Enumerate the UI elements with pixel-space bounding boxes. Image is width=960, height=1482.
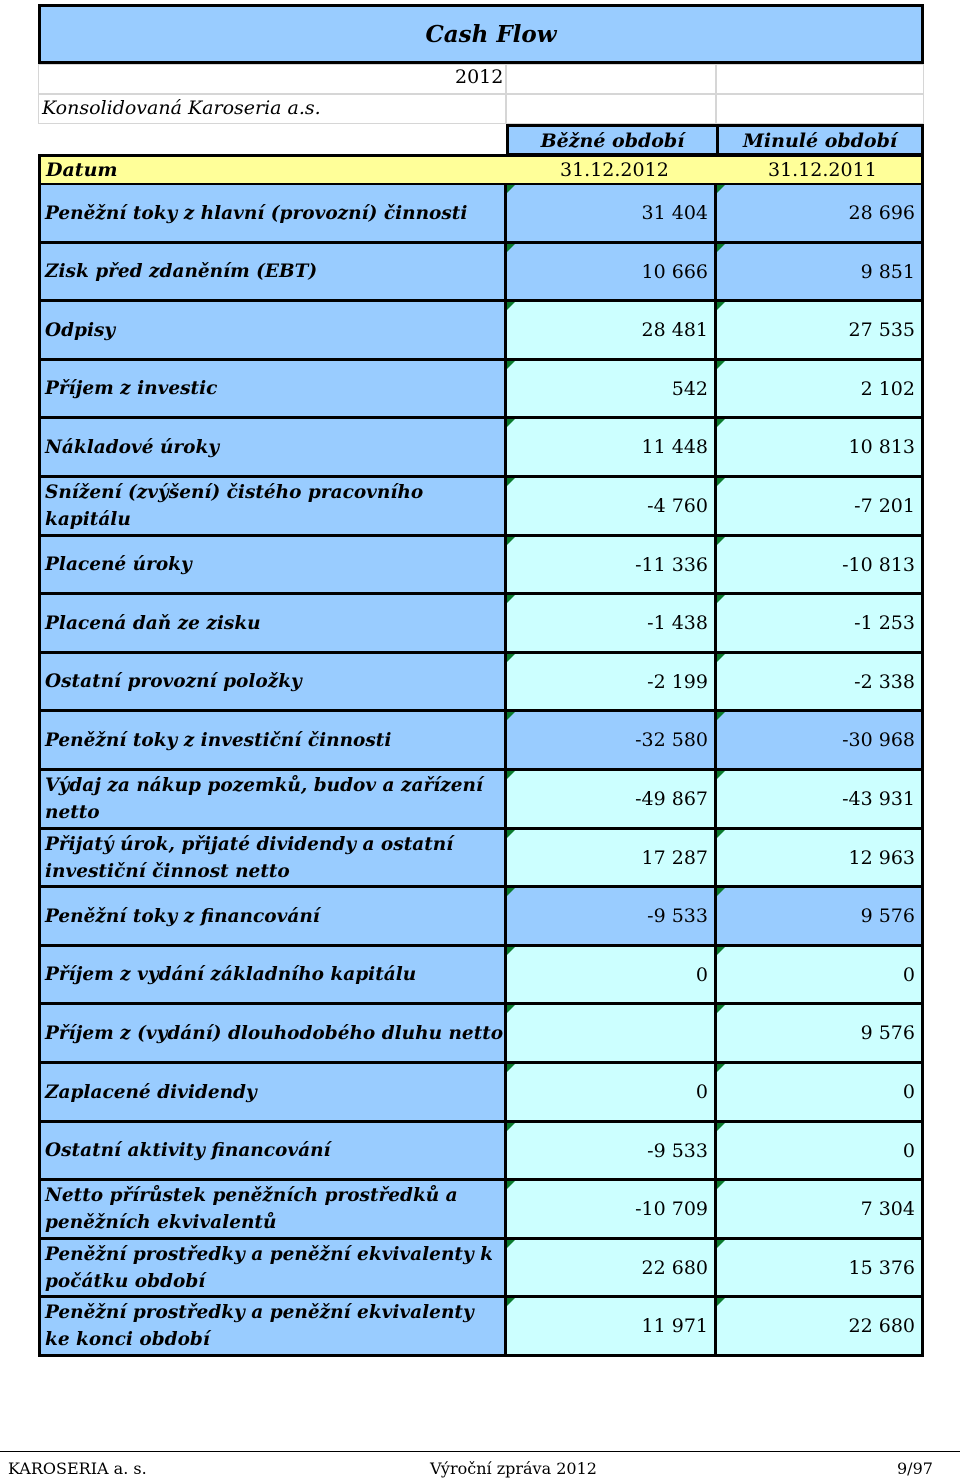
current-period-value	[507, 947, 717, 1002]
comment-marker-icon	[507, 595, 515, 603]
current-period-value	[507, 1240, 717, 1295]
comment-marker-icon	[507, 1298, 515, 1306]
row-label: Příjem z investic	[41, 361, 507, 416]
row-label: Ostatní aktivity financování	[41, 1123, 507, 1178]
current-period-value	[507, 1298, 717, 1354]
previous-value-text: 28 696	[848, 202, 915, 224]
current-value-text: 11 448	[641, 436, 708, 458]
row-label: Příjem z (vydání) dlouhodobého dluhu netto	[41, 1005, 507, 1061]
current-date: 31.12.2012	[560, 159, 669, 181]
current-value-text: -10 709	[635, 1198, 708, 1220]
previous-period-value	[717, 244, 921, 299]
current-period-value	[507, 478, 717, 534]
grid-cell	[38, 64, 506, 94]
table-row	[38, 478, 924, 537]
comment-marker-icon	[717, 1298, 725, 1306]
previous-period-value	[717, 1298, 921, 1354]
footer-company: KAROSERIA a. s.	[8, 1459, 147, 1478]
previous-period-value	[717, 361, 921, 416]
table-row	[38, 537, 924, 595]
current-period-value	[507, 654, 717, 709]
previous-value-text: 22 680	[848, 1315, 915, 1337]
table-row	[38, 1005, 924, 1064]
previous-period-value	[717, 888, 921, 944]
row-label: Zaplacené dividendy	[41, 1064, 507, 1120]
current-value-text: 542	[671, 377, 708, 400]
previous-value-text: 12 963	[848, 846, 915, 869]
row-label: Ostatní provozní položky	[41, 654, 507, 709]
row-label: Peněžní toky z investiční činnosti	[41, 712, 507, 768]
comment-marker-icon	[507, 654, 515, 662]
comment-marker-icon	[507, 1181, 515, 1189]
comment-marker-icon	[717, 537, 725, 545]
comment-marker-icon	[717, 1064, 725, 1072]
current-value-text: -49 867	[635, 788, 708, 810]
row-label: Příjem z vydání základního kapitálu	[41, 947, 507, 1002]
table-row	[38, 361, 924, 419]
report-year: 2012	[455, 66, 504, 88]
previous-value-text: 0	[902, 963, 915, 986]
comment-marker-icon	[717, 830, 725, 838]
table-row	[38, 712, 924, 771]
row-label: Peněžní prostředky a peněžní ekvivalenty ke konci období	[41, 1298, 507, 1354]
comment-marker-icon	[507, 888, 515, 896]
comment-marker-icon	[507, 361, 515, 369]
comment-marker-icon	[507, 185, 515, 193]
previous-period-value	[717, 947, 921, 1002]
company-name: Konsolidovaná Karoseria a.s.	[42, 97, 321, 119]
comment-marker-icon	[507, 1064, 515, 1072]
current-period-header: Běžné období	[506, 124, 719, 156]
comment-marker-icon	[717, 244, 725, 252]
grid-cell	[716, 64, 924, 94]
previous-period-value	[717, 771, 921, 827]
current-value-text: 28 481	[641, 319, 708, 341]
current-period-value	[507, 1123, 717, 1178]
previous-value-text: -10 813	[842, 553, 915, 576]
table-row	[38, 947, 924, 1005]
comment-marker-icon	[507, 302, 515, 310]
current-period-value	[507, 712, 717, 768]
table-row	[38, 1064, 924, 1123]
comment-marker-icon	[717, 1123, 725, 1131]
previous-period-value	[717, 1123, 921, 1178]
current-period-value	[507, 830, 717, 885]
comment-marker-icon	[717, 361, 725, 369]
comment-marker-icon	[717, 712, 725, 720]
previous-value-text: -43 931	[842, 788, 915, 810]
comment-marker-icon	[507, 712, 515, 720]
current-period-value	[507, 361, 717, 416]
row-label: Netto přírůstek peněžních prostředků a peněžních ekvivalentů	[41, 1181, 507, 1237]
comment-marker-icon	[717, 478, 725, 486]
current-value-text: -9 533	[647, 905, 708, 927]
row-label: Odpisy	[41, 302, 507, 358]
report-title: Cash Flow	[425, 21, 557, 48]
previous-value-text: -1 253	[854, 612, 915, 634]
previous-value-text: -2 338	[854, 670, 915, 693]
current-value-text: 0	[695, 1081, 708, 1103]
table-row	[38, 419, 924, 478]
previous-value-text: 0	[902, 1139, 915, 1162]
row-label: Zisk před zdaněním (EBT)	[41, 244, 507, 299]
previous-period-value	[717, 419, 921, 475]
current-period-value	[507, 771, 717, 827]
comment-marker-icon	[507, 244, 515, 252]
previous-period-header: Minulé období	[716, 124, 924, 156]
comment-marker-icon	[507, 1240, 515, 1248]
current-period-value	[507, 1005, 717, 1061]
table-row	[38, 185, 924, 244]
footer-report-name: Výroční zpráva 2012	[430, 1459, 597, 1478]
comment-marker-icon	[717, 595, 725, 603]
current-period-value	[507, 595, 717, 651]
comment-marker-icon	[507, 947, 515, 955]
date-label: Datum	[46, 159, 118, 181]
current-period-value	[507, 1181, 717, 1237]
table-row	[38, 771, 924, 830]
date-row	[38, 154, 924, 186]
current-period-value	[507, 419, 717, 475]
previous-period-value	[717, 537, 921, 592]
current-value-text: -4 760	[647, 495, 708, 517]
previous-period-value	[717, 478, 921, 534]
current-value-text: -2 199	[647, 670, 708, 693]
previous-value-text: 7 304	[860, 1198, 915, 1220]
previous-period-value	[717, 712, 921, 768]
row-label: Peněžní prostředky a peněžní ekvivalenty k počátku období	[41, 1240, 507, 1295]
previous-value-text: 27 535	[848, 319, 915, 341]
table-row	[38, 654, 924, 712]
comment-marker-icon	[507, 1123, 515, 1131]
row-label: Placené úroky	[41, 537, 507, 592]
previous-date: 31.12.2011	[768, 159, 877, 181]
current-period-value	[507, 1064, 717, 1120]
current-period-value	[507, 888, 717, 944]
table-row	[38, 302, 924, 361]
previous-period-value	[717, 654, 921, 709]
previous-value-text: -7 201	[854, 495, 915, 517]
previous-value-text: 15 376	[848, 1256, 915, 1279]
footer-page-number: 9/97	[897, 1459, 933, 1478]
comment-marker-icon	[717, 888, 725, 896]
comment-marker-icon	[717, 1240, 725, 1248]
table-row	[38, 244, 924, 302]
current-value-text: -32 580	[635, 729, 708, 751]
previous-value-text: 9 576	[860, 1022, 915, 1044]
previous-period-value	[717, 1064, 921, 1120]
previous-period-value	[717, 1181, 921, 1237]
row-label: Přijatý úrok, přijaté dividendy a ostatní investiční činnost netto	[41, 830, 507, 885]
previous-period-value	[717, 185, 921, 241]
current-value-text: 10 666	[641, 260, 708, 283]
table-row	[38, 1240, 924, 1298]
comment-marker-icon	[717, 947, 725, 955]
previous-value-text: 9 576	[860, 905, 915, 927]
row-label: Snížení (zvýšení) čistého pracovního kapitálu	[41, 478, 507, 534]
current-period-value	[507, 302, 717, 358]
table-row	[38, 1123, 924, 1181]
current-value-text: 17 287	[641, 846, 708, 869]
grid-cell	[506, 64, 716, 94]
previous-value-text: 0	[902, 1081, 915, 1103]
current-value-text: -11 336	[635, 553, 708, 576]
comment-marker-icon	[507, 419, 515, 427]
previous-period-value	[717, 1240, 921, 1295]
comment-marker-icon	[717, 185, 725, 193]
row-label: Peněžní toky z financování	[41, 888, 507, 944]
table-row	[38, 1181, 924, 1240]
current-period-value	[507, 537, 717, 592]
previous-period-value	[717, 1005, 921, 1061]
comment-marker-icon	[717, 302, 725, 310]
current-value-text: 31 404	[641, 202, 708, 224]
comment-marker-icon	[507, 537, 515, 545]
table-row	[38, 888, 924, 947]
current-value-text: 0	[695, 963, 708, 986]
current-period-value	[507, 244, 717, 299]
table-row	[38, 830, 924, 888]
report-title-bar	[38, 4, 924, 64]
previous-period-value	[717, 830, 921, 885]
comment-marker-icon	[507, 1005, 515, 1013]
previous-period-value	[717, 302, 921, 358]
current-value-text: -9 533	[647, 1139, 708, 1162]
previous-value-text: 10 813	[848, 436, 915, 458]
previous-value-text: 2 102	[860, 377, 915, 400]
comment-marker-icon	[717, 419, 725, 427]
row-label: Placená daň ze zisku	[41, 595, 507, 651]
previous-period-value	[717, 595, 921, 651]
table-row	[38, 595, 924, 654]
comment-marker-icon	[717, 1005, 725, 1013]
previous-value-text: -30 968	[842, 729, 915, 751]
grid-cell	[716, 94, 924, 124]
row-label: Výdaj za nákup pozemků, budov a zařízení netto	[41, 771, 507, 827]
grid-cell	[506, 94, 716, 124]
table-row	[38, 1298, 924, 1357]
current-value-text: 11 971	[641, 1315, 708, 1337]
comment-marker-icon	[717, 771, 725, 779]
row-label: Nákladové úroky	[41, 419, 507, 475]
comment-marker-icon	[507, 478, 515, 486]
row-label: Peněžní toky z hlavní (provozní) činnosti	[41, 185, 507, 241]
comment-marker-icon	[507, 771, 515, 779]
current-period-value	[507, 185, 717, 241]
comment-marker-icon	[507, 830, 515, 838]
current-value-text: -1 438	[647, 612, 708, 634]
comment-marker-icon	[717, 1181, 725, 1189]
previous-value-text: 9 851	[860, 260, 915, 283]
comment-marker-icon	[717, 654, 725, 662]
current-value-text: 22 680	[641, 1256, 708, 1279]
footer-divider	[0, 1451, 960, 1452]
